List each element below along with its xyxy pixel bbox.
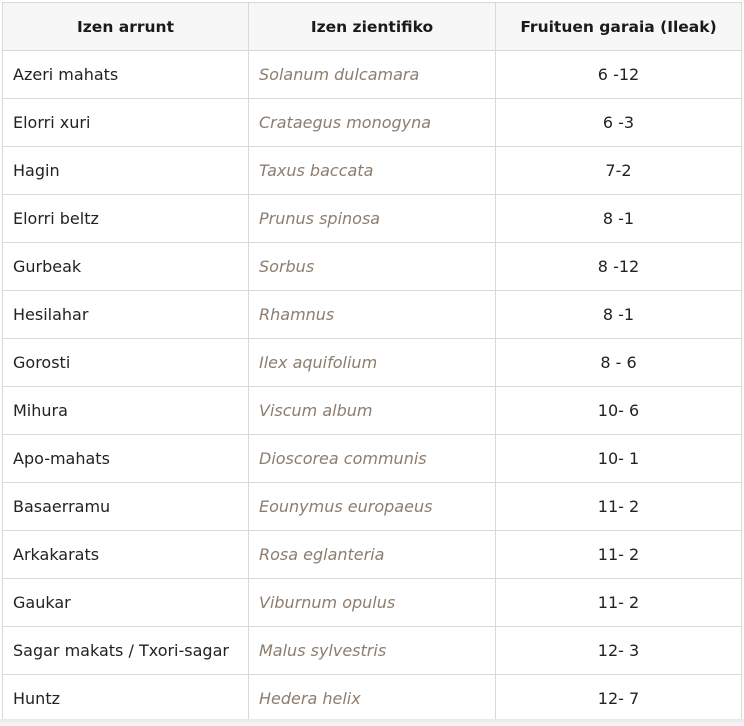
table-row — [3, 483, 742, 531]
scientific-name-cell: Taxus baccata — [249, 147, 496, 195]
scientific-name-cell: Viburnum opulus — [249, 579, 496, 627]
common-name-cell: Mihura — [3, 387, 249, 435]
fruit-season-cell: 12- 7 — [496, 675, 742, 723]
table-row — [3, 531, 742, 579]
header-row — [3, 3, 742, 51]
fruit-season-cell: 6 -12 — [496, 51, 742, 99]
scientific-name-cell: Hedera helix — [249, 675, 496, 723]
table-row — [3, 99, 742, 147]
fruit-season-cell: 10- 6 — [496, 387, 742, 435]
common-name-cell: Azeri mahats — [3, 51, 249, 99]
fruit-season-cell: 11- 2 — [496, 531, 742, 579]
fruit-season-cell: 8 -1 — [496, 195, 742, 243]
common-name-cell: Elorri xuri — [3, 99, 249, 147]
table-row — [3, 147, 742, 195]
table-row — [3, 435, 742, 483]
fruit-season-cell: 6 -3 — [496, 99, 742, 147]
common-name-cell: Basaerramu — [3, 483, 249, 531]
scientific-name-cell: Malus sylvestris — [249, 627, 496, 675]
scientific-name-cell: Solanum dulcamara — [249, 51, 496, 99]
common-name-cell: Gaukar — [3, 579, 249, 627]
common-name-cell: Gurbeak — [3, 243, 249, 291]
header-fruit-season: Fruituen garaia (Ileak) — [496, 3, 742, 51]
scientific-name-cell: Prunus spinosa — [249, 195, 496, 243]
scientific-name-cell: Sorbus — [249, 243, 496, 291]
common-name-cell: Huntz — [3, 675, 249, 723]
fruit-season-cell: 11- 2 — [496, 483, 742, 531]
bottom-shadow — [0, 719, 744, 726]
scientific-name-cell: Viscum album — [249, 387, 496, 435]
fruit-season-cell: 8 - 6 — [496, 339, 742, 387]
fruit-season-cell: 8 -1 — [496, 291, 742, 339]
fruit-season-table — [2, 2, 742, 723]
table-body — [3, 51, 742, 723]
fruit-season-cell: 7-2 — [496, 147, 742, 195]
table-row — [3, 387, 742, 435]
header-common-name: Izen arrunt — [3, 3, 249, 51]
fruit-season-cell: 8 -12 — [496, 243, 742, 291]
scientific-name-cell: Ilex aquifolium — [249, 339, 496, 387]
scientific-name-cell: Eounymus europaeus — [249, 483, 496, 531]
table-row — [3, 51, 742, 99]
common-name-cell: Hesilahar — [3, 291, 249, 339]
table-row — [3, 195, 742, 243]
common-name-cell: Sagar makats / Txori-sagar — [3, 627, 249, 675]
scientific-name-cell: Rosa eglanteria — [249, 531, 496, 579]
fruit-season-cell: 10- 1 — [496, 435, 742, 483]
table-row — [3, 291, 742, 339]
table-row — [3, 339, 742, 387]
scientific-name-cell: Crataegus monogyna — [249, 99, 496, 147]
common-name-cell: Elorri beltz — [3, 195, 249, 243]
scientific-name-cell: Rhamnus — [249, 291, 496, 339]
fruit-season-cell: 12- 3 — [496, 627, 742, 675]
table-row — [3, 243, 742, 291]
table-row — [3, 627, 742, 675]
common-name-cell: Arkakarats — [3, 531, 249, 579]
fruit-season-cell: 11- 2 — [496, 579, 742, 627]
table-header — [3, 3, 742, 51]
table-row — [3, 675, 742, 723]
common-name-cell: Hagin — [3, 147, 249, 195]
scientific-name-cell: Dioscorea communis — [249, 435, 496, 483]
common-name-cell: Apo-mahats — [3, 435, 249, 483]
header-scientific-name: Izen zientifiko — [249, 3, 496, 51]
common-name-cell: Gorosti — [3, 339, 249, 387]
table-row — [3, 579, 742, 627]
